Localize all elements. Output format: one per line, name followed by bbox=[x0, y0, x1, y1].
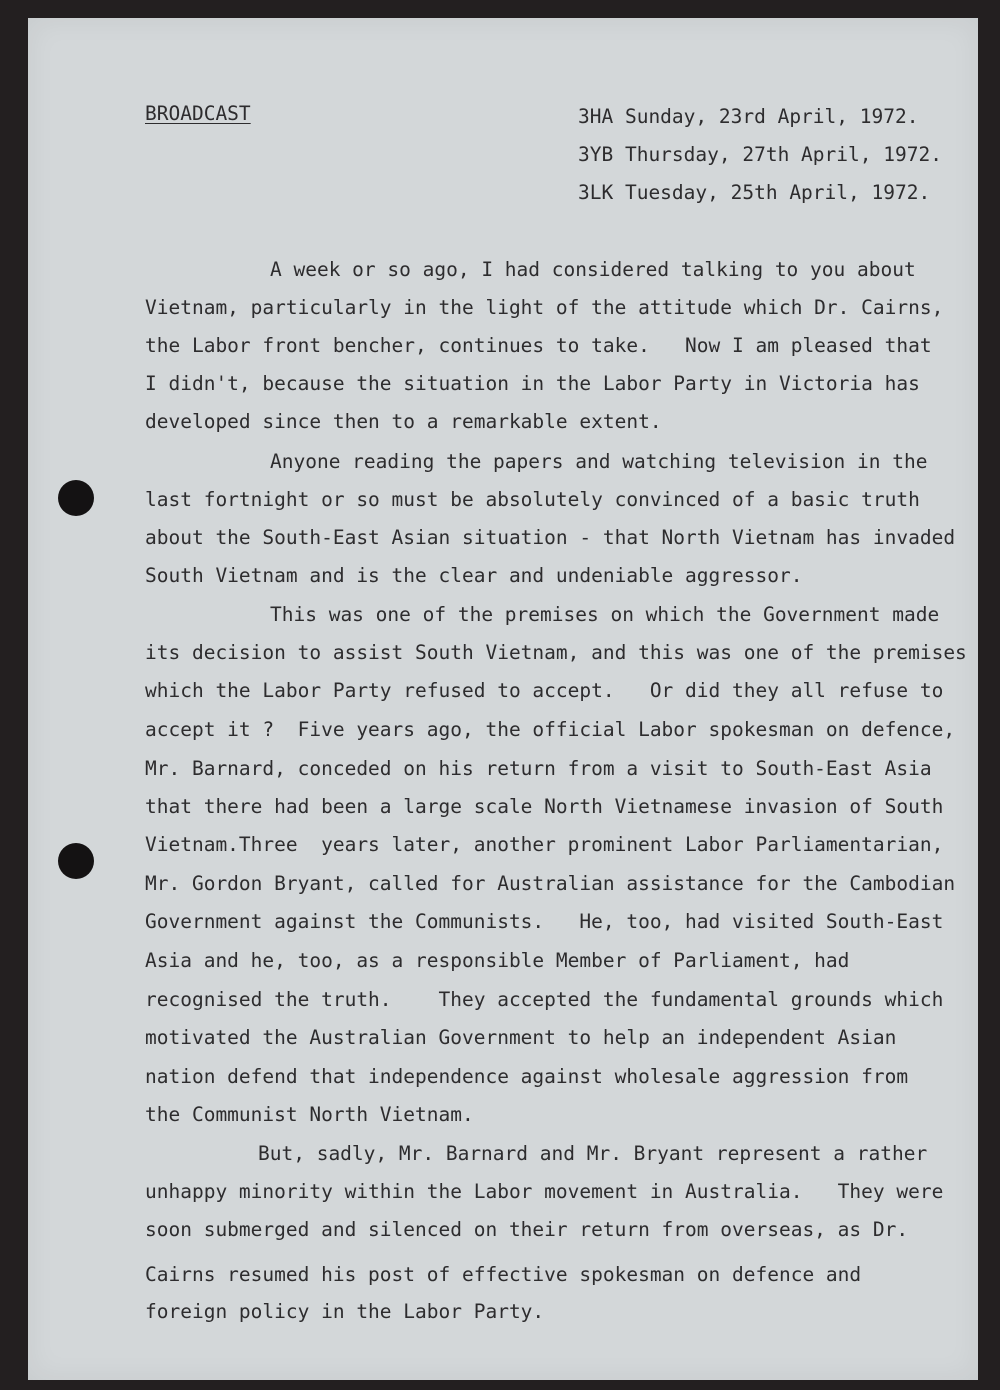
body-line: nation defend that independence against wholesale aggression from bbox=[145, 1065, 909, 1088]
body-line: Mr. Barnard, conceded on his return from a visit to South-East Asia bbox=[145, 757, 932, 780]
station-line-3ha: 3HA Sunday, 23rd April, 1972. bbox=[578, 105, 919, 128]
body-line: last fortnight or so must be absolutely convinced of a basic truth bbox=[145, 488, 920, 511]
body-line: its decision to assist South Vietnam, and this was one of the premises bbox=[145, 641, 967, 664]
body-line: Vietnam.Three years later, another prominent Labor Parliamentarian, bbox=[145, 833, 944, 856]
body-line: recognised the truth. They accepted the fundamental grounds which bbox=[145, 988, 944, 1011]
body-line: the Labor front bencher, continues to take. Now I am pleased that bbox=[145, 334, 932, 357]
body-line: soon submerged and silenced on their return from overseas, as Dr. bbox=[145, 1218, 909, 1241]
body-line: that there had been a large scale North Vietnamese invasion of South bbox=[145, 795, 944, 818]
body-line: developed since then to a remarkable extent. bbox=[145, 410, 662, 433]
body-line: Government against the Communists. He, too, had visited South-East bbox=[145, 910, 944, 933]
body-line: foreign policy in the Labor Party. bbox=[145, 1300, 545, 1323]
body-line: about the South-East Asian situation - that North Vietnam has invaded bbox=[145, 526, 956, 549]
body-line: the Communist North Vietnam. bbox=[145, 1103, 474, 1126]
body-line: unhappy minority within the Labor movement in Australia. They were bbox=[145, 1180, 944, 1203]
body-line: But, sadly, Mr. Barnard and Mr. Bryant represent a rather bbox=[258, 1142, 928, 1165]
body-line: South Vietnam and is the clear and undeniable aggressor. bbox=[145, 564, 803, 587]
body-line: Vietnam, particularly in the light of the attitude which Dr. Cairns, bbox=[145, 296, 944, 319]
punch-hole bbox=[58, 480, 94, 516]
body-line: Mr. Gordon Bryant, called for Australian assistance for the Cambodian bbox=[145, 872, 956, 895]
punch-hole bbox=[58, 843, 94, 879]
body-line: A week or so ago, I had considered talking to you about bbox=[270, 258, 916, 281]
body-line: accept it ? Five years ago, the official Labor spokesman on defence, bbox=[145, 718, 956, 741]
body-line: which the Labor Party refused to accept. Or did they all refuse to bbox=[145, 679, 944, 702]
body-line: motivated the Australian Government to help an independent Asian bbox=[145, 1026, 897, 1049]
station-line-3lk: 3LK Tuesday, 25th April, 1972. bbox=[578, 181, 931, 204]
body-line: Asia and he, too, as a responsible Member of Parliament, had bbox=[145, 949, 850, 972]
body-line: Anyone reading the papers and watching television in the bbox=[270, 450, 928, 473]
broadcast-heading: BROADCAST bbox=[145, 102, 251, 125]
body-line: Cairns resumed his post of effective spokesman on defence and bbox=[145, 1263, 862, 1286]
body-line: I didn't, because the situation in the Labor Party in Victoria has bbox=[145, 372, 920, 395]
station-line-3yb: 3YB Thursday, 27th April, 1972. bbox=[578, 143, 942, 166]
body-line: This was one of the premises on which the Government made bbox=[270, 603, 940, 626]
